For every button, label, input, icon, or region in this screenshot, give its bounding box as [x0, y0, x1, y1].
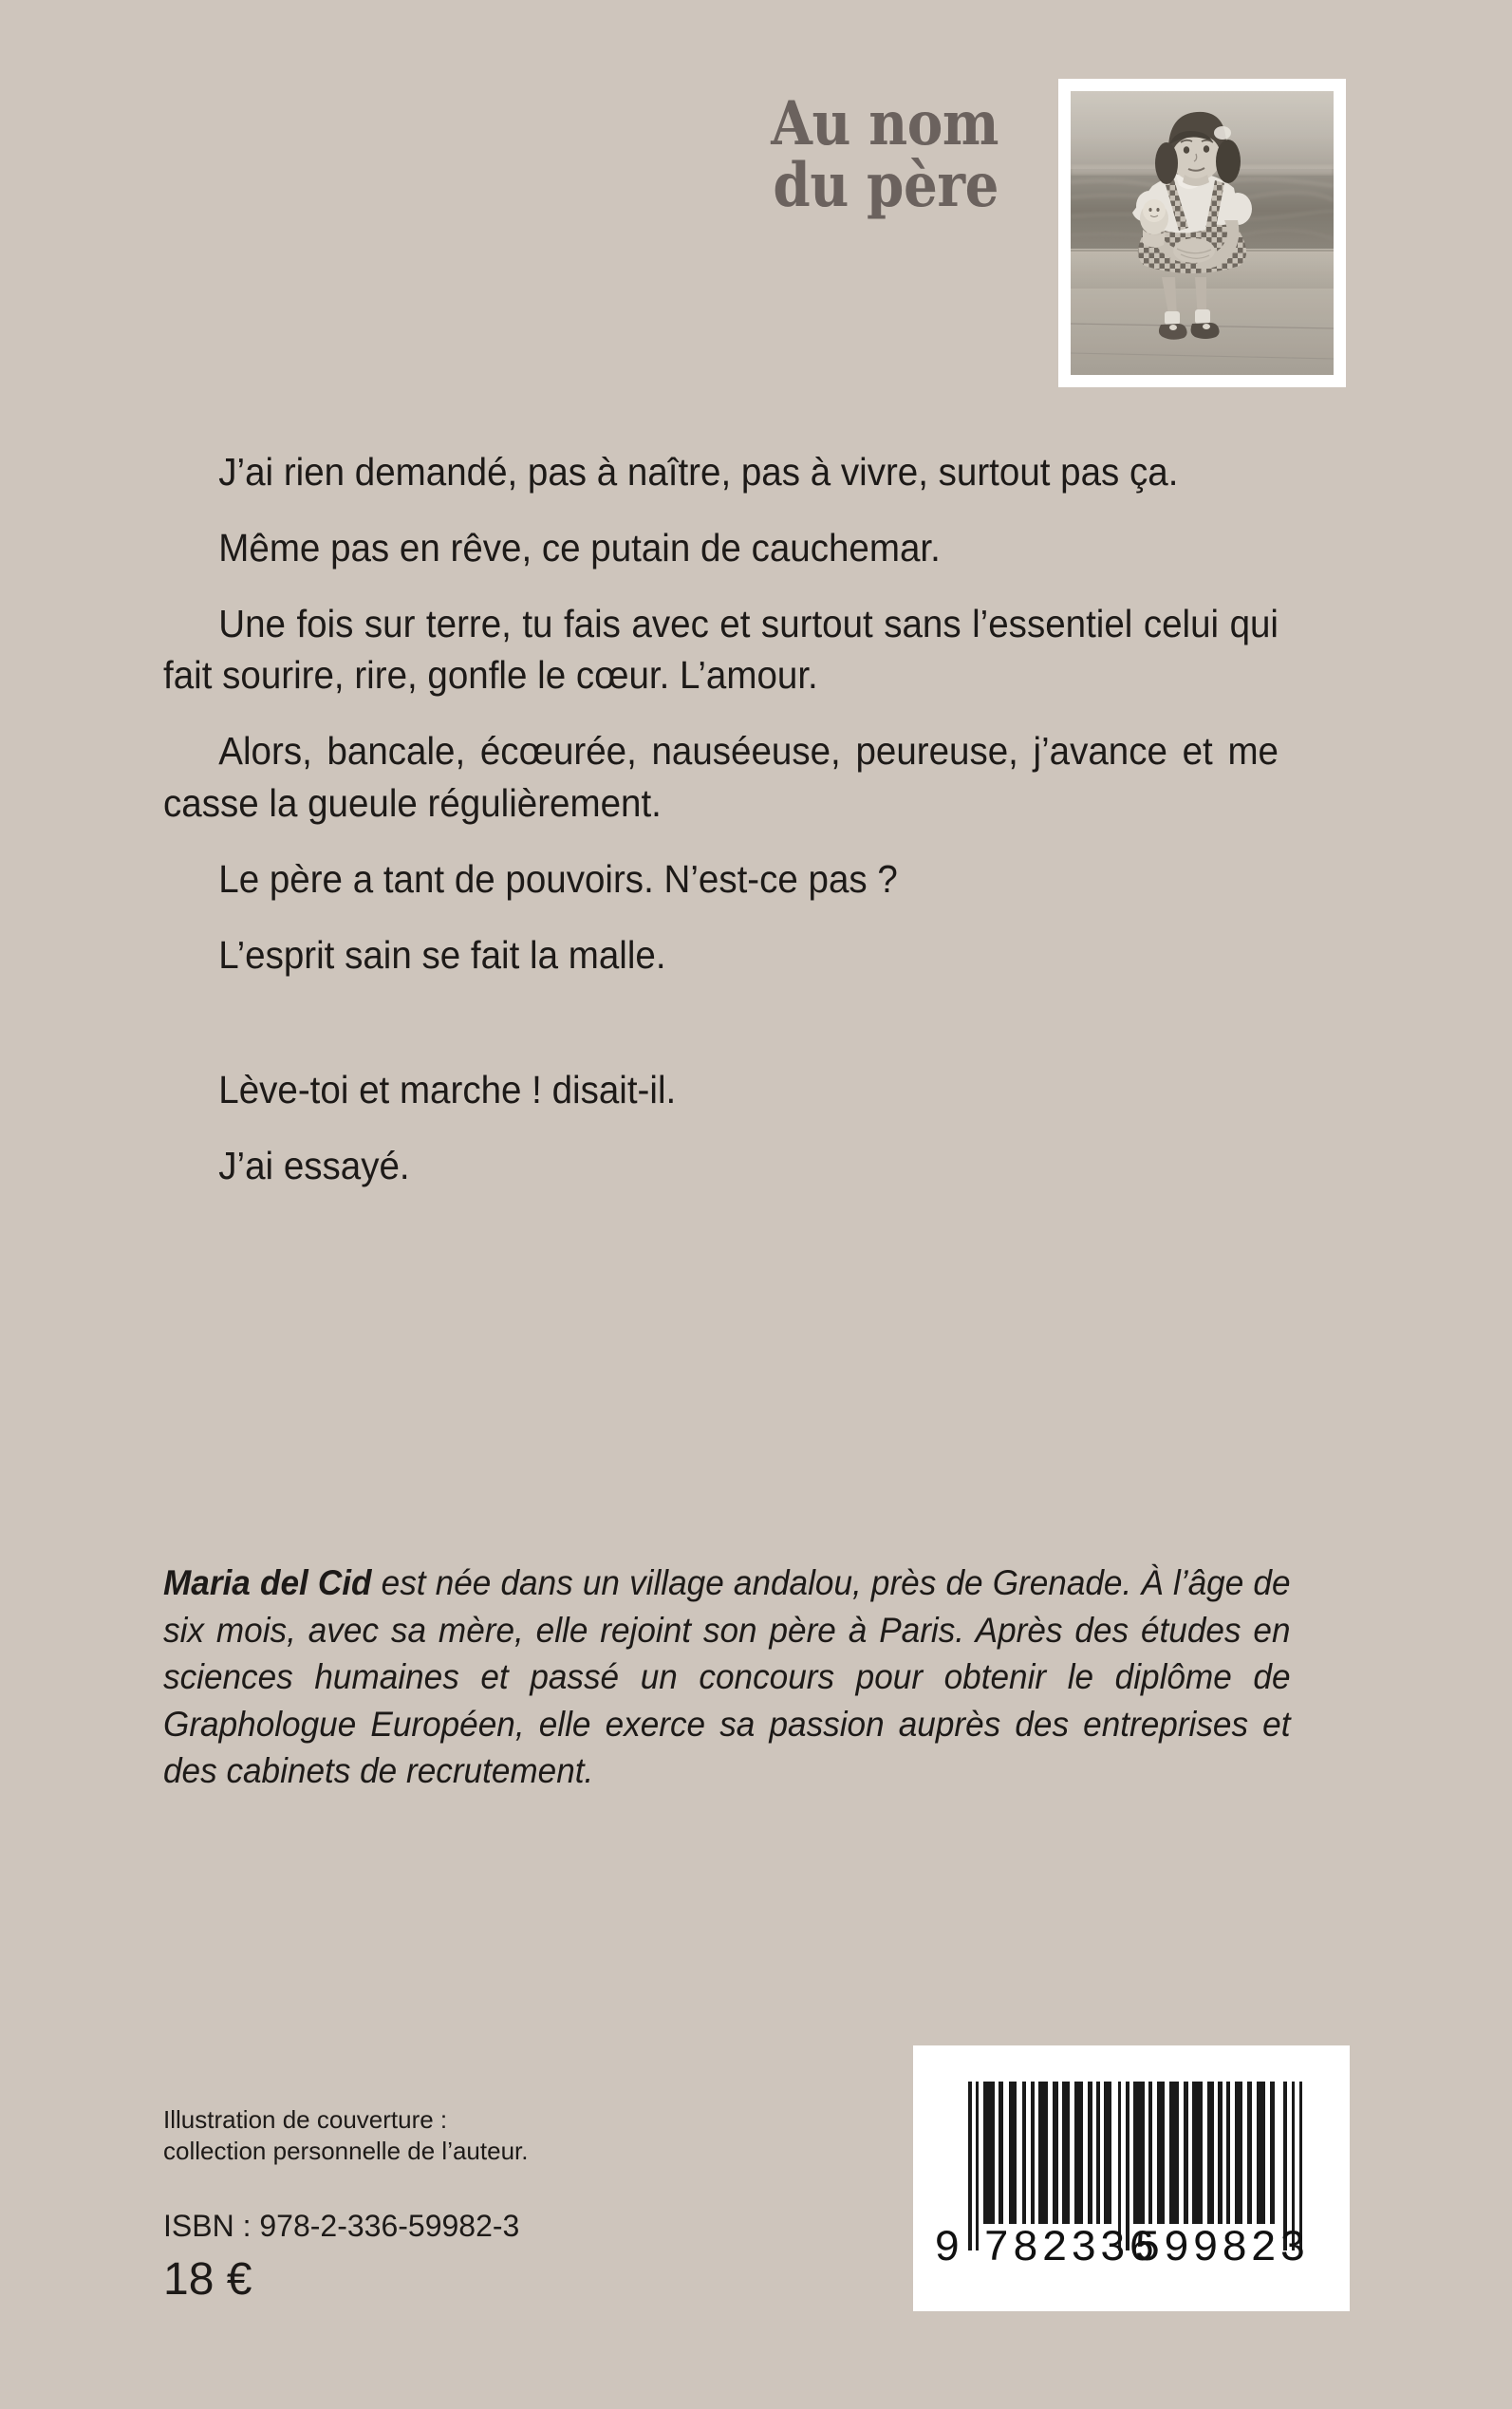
barcode-digit-left: 9 [934, 2224, 961, 2273]
author-bio-text: est née dans un village andalou, près de Grenade. À l’âge de six mois, avec sa mère, elle rejoint son père à Paris. Après des études en sciences humaines et passé un concours pour obtenir le diplôme de Graphologue Européen, elle exerce sa passion auprès des entreprises et des cabinets de recrutement. [163, 1563, 1291, 1791]
cover-footer [163, 2104, 695, 2306]
author-bio [163, 1559, 1291, 1795]
book-title-line-1: Au nom [771, 88, 999, 159]
blurb-paragraph: J’ai rien demandé, pas à naître, pas à vivre, surtout pas ça. [218, 450, 1179, 494]
blurb-paragraph: J’ai essayé. [218, 1143, 410, 1187]
book-title-line-2: du père [773, 150, 999, 222]
blurb-paragraph: Le père a tant de pouvoirs. N’est-ce pas ? [218, 856, 898, 901]
blurb-spacer [163, 1005, 1350, 1064]
blurb-paragraph: Alors, bancale, écœurée, nauséeuse, peureuse, j’avance et me casse la gueule régulièrement. [163, 729, 1279, 825]
blurb-paragraph: L’esprit sain se fait la malle. [218, 932, 666, 977]
back-cover-blurb [163, 446, 1350, 1216]
cover-photo [1071, 91, 1334, 375]
cover-photo-frame [1058, 79, 1346, 387]
barcode-svg [913, 2045, 1350, 2311]
isbn-text: ISBN : 978-2-336-59982-3 [163, 2208, 520, 2243]
blurb-paragraph: Même pas en rêve, ce putain de cauchemar. [218, 526, 941, 570]
blurb-paragraph: Une fois sur terre, tu fais avec et surtout sans l’essentiel celui qui fait sourire, rire, gonfle le cœur. L’amour. [163, 602, 1279, 698]
blurb-paragraph: Lève-toi et marche ! disait-il. [218, 1067, 677, 1111]
illustration-credit-line-2: collection personnelle de l’auteur. [163, 2136, 529, 2165]
barcode [913, 2045, 1350, 2311]
barcode-digits-group-1: 782336 [983, 2224, 1158, 2273]
illustration-credit [163, 2104, 695, 2167]
price-text: 18 € [163, 2253, 252, 2305]
author-name: Maria del Cid [163, 1563, 372, 1602]
cover-header [0, 0, 1512, 408]
cover-photo-illustration [1071, 91, 1334, 375]
illustration-credit-line-1: Illustration de couverture : [163, 2105, 448, 2134]
barcode-digits-group-2: 599823 [1134, 2224, 1309, 2273]
book-title [704, 88, 999, 222]
